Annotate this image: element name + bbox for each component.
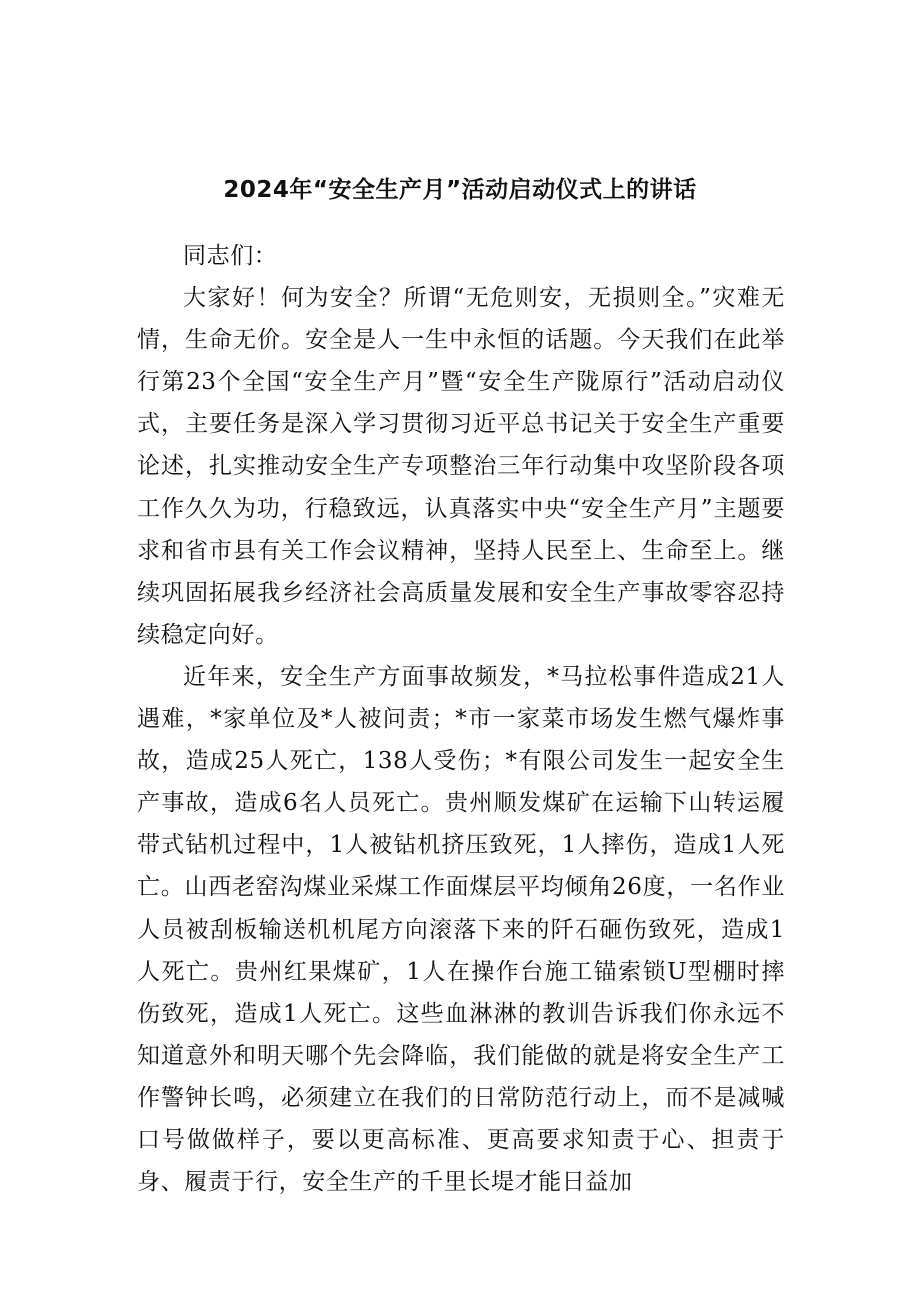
paragraph-1: 大家好！何为安全？所谓“无危则安，无损则全。”灾难无情，生命无价。安全是人一生中永恒的话题。今天我们在此举行第23个全国“安全生产月”暨“安全生产陇原行”活动启动仪式，主要任务是深入学习贯彻习近平总书记关于安全生产重要论述，扎实推动安全生产专项整治三年行动集中攻坚阶段各项工作久久为功，行稳致远，认真落实中央“安全生产月”主题要求和省市县有关工作会议精神，坚持人民至上、生命至上。继续巩固拓展我乡经济社会高质量发展和安全生产事故零容忍持续稳定向好。 — [137, 285, 785, 648]
salutation: 同志们： — [183, 243, 278, 269]
paragraph-2: 近年来，安全生产方面事故频发，*马拉松事件造成21人遇难，*家单位及*人被问责；*市一家菜市场发生燃气爆炸事故，造成25人死亡，138人受伤；*有限公司发生一起安全生产事故，造成6名人员死亡。贵州顺发煤矿在运输下山转运履带式钻机过程中，1人被钻机挤压致死，1人摔伤，造成1人死亡。山西老窑沟煤业采煤工作面煤层平均倾角26度，一名作业人员被刮板输送机机尾方向滚落下来的阡石砸伤致死，造成1人死亡。贵州红果煤矿，1人在操作台施工锚索锁U型棚时摔伤致死，造成1人死亡。这些血淋淋的教训告诉我们你永远不知道意外和明天哪个先会降临，我们能做的就是将安全生产工作警钟长鸣，必须建立在我们的日常防范行动上，而不是减喊口号做做样子，要以更高标准、更高要求知责于心、担责于身、履责于行，安全生产的千里长堤才能日益加 — [137, 663, 785, 1196]
document-title: 2024年“安全生产月”活动启动仪式上的讲话 — [223, 177, 697, 203]
document-body — [137, 235, 785, 1203]
